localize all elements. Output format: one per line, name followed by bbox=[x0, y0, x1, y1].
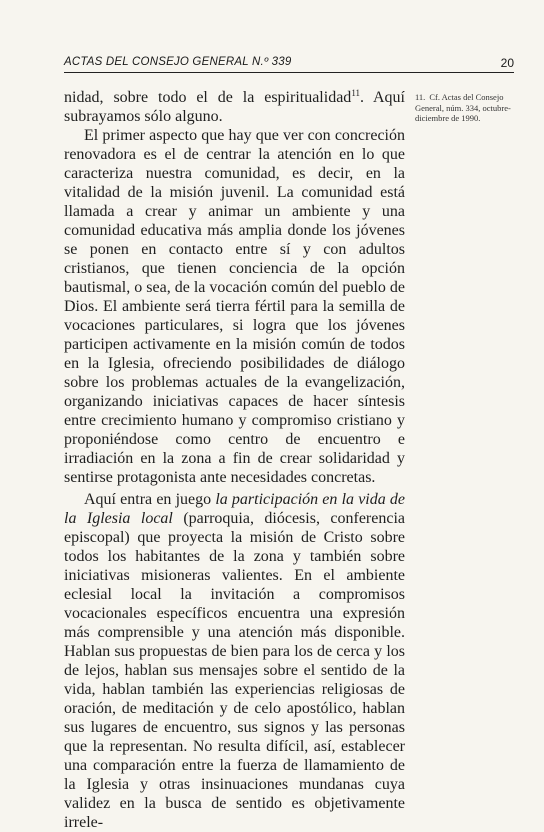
paragraph-1-tail: . Aquí subrayamos sólo alguno. bbox=[64, 89, 405, 125]
paragraph-3 bbox=[64, 490, 405, 832]
paragraph-1-text: nidad, sobre todo el de la espiritualidad bbox=[64, 89, 352, 106]
footnote-number: 11. bbox=[415, 92, 426, 102]
main-text bbox=[64, 88, 405, 832]
paragraph-3-rest: (parroquia, diócesis, conferencia episcopal) que proyecta la misión de Cristo sobre todos los habitantes de la zona y también sobre iniciativas misioneras valientes. En el ambiente eclesial local la invitación a compromisos vocacionales específicos encuentra una expresión más comprensible y una atención más disponible. Hablan sus propuestas de bien para los de cerca y los de lejos, hablan sus mensajes sobre el sentido de la vida, hablan también las experiencias religiosas de oración, de meditación y de celo apostólico, hablan sus lugares de encuentro, sus signos y las personas que la representan. No resulta difícil, así, establecer una comparación entre la fuerza de llamamiento de la Iglesia y otras insinuaciones mundanas cuya validez en la busca de sentido es objetivamente irrele- bbox=[64, 510, 405, 831]
paragraph-2: El primer aspecto que hay que ver con concreción renovadora es el de centrar la atención en lo que caracteriza nuestra comunidad, es decir, en la vitalidad de la misión juvenil. La comunidad está llamada a crear y animar un ambiente y una comunidad educativa más amplia donde los jóvenes se ponen en contacto entre sí y con adultos cristianos, que tienen conciencia de la opción bautismal, o sea, de la vocación común del pueblo de Dios. El ambiente será tierra fértil para la semilla de vocaciones particulares, si logra que los jóvenes participen activamente en la misión común de todos en la Iglesia, ofreciendo posibilidades de diálogo sobre los problemas actuales de la evangelización, organizando iniciativas capaces de hacer síntesis entre crecimiento humano y compromiso cristiano y proponiéndose como centro de encuentro e irradiación en la zona a fin de crear solidaridad y sentirse protagonista ante necesidades concretas. bbox=[64, 127, 405, 486]
paragraph-continued bbox=[64, 88, 405, 126]
footnote-text: Cf. Actas del Consejo General, núm. 334, octubre-diciembre de 1990. bbox=[415, 92, 511, 123]
footnote-reference: 11 bbox=[351, 88, 360, 98]
running-title: ACTAS DEL CONSEJO GENERAL N.º 339 bbox=[64, 56, 292, 68]
page-number: 20 bbox=[500, 56, 514, 70]
paragraph-3-lead: Aquí entra en juego bbox=[84, 491, 216, 508]
running-header bbox=[64, 54, 514, 73]
paragraph-3-emphasis: la participación en la vida de la Iglesia local bbox=[64, 491, 406, 527]
margin-footnote bbox=[415, 92, 515, 124]
